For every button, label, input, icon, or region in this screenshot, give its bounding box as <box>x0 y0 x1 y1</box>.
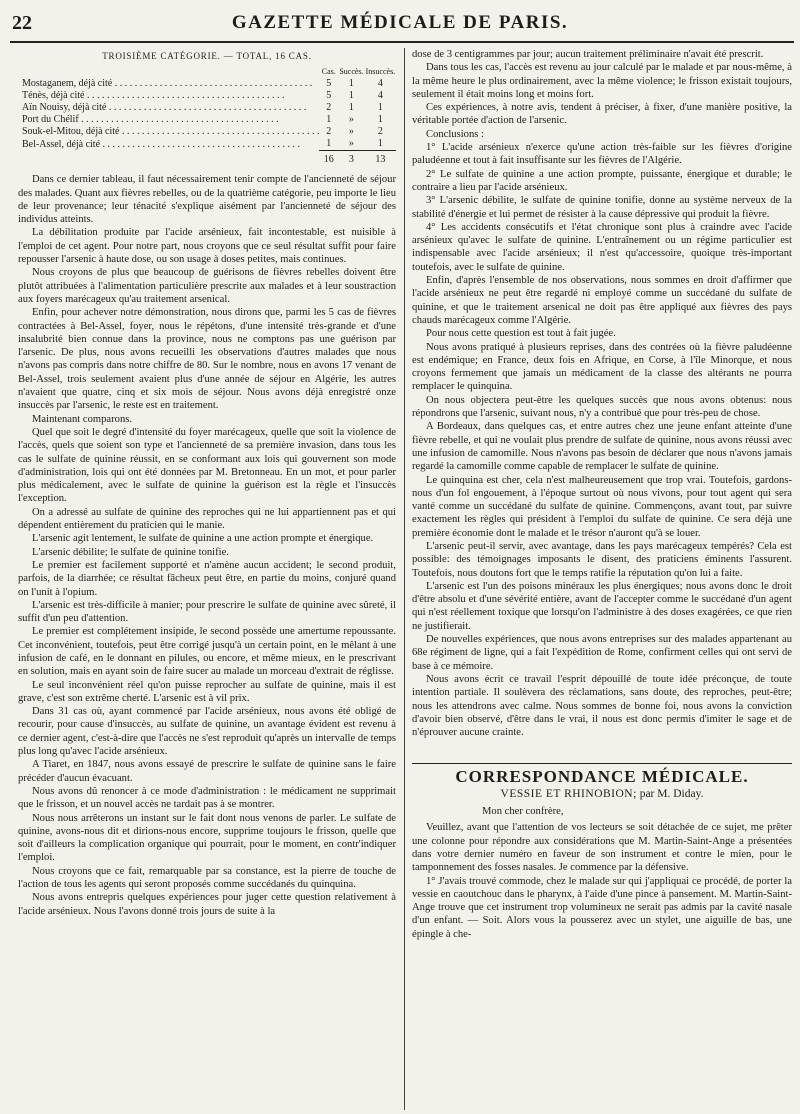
paragraph: Dans ce dernier tableau, il faut nécessairement tenir compte de l'ancienneté de séjour des malades. Quant aux fièvres rebelles, ou de la quatrième catégorie, peu importe le lieu de leur provenance; leur ténacité s'explique aisément par l'ancienneté de séjour des individus atteints. <box>18 174 396 226</box>
page-number: 22 <box>12 12 32 34</box>
table-row <box>22 90 396 102</box>
column-header: Cas. <box>321 67 336 77</box>
paragraph: Ces expériences, à notre avis, tendent à préciser, à fixer, d'une manière positive, la véritable portée d'action de l'arsenic. <box>412 102 792 127</box>
cell-insucces: 4 <box>377 78 383 90</box>
paragraph: L'arsenic est l'un des poisons minéraux les plus énergiques; nous avons donc le droit d'être absolu et d'une sévérité entière, avant de l'accepter comme le succédané d'un agent qui n'est réellement toxique que lorsqu'on l'administre à des doses exagérées, ce que rien ne justifierait. <box>412 580 792 632</box>
paragraph: Pour nous cette question est tout à fait jugée. <box>426 328 616 340</box>
column-header: Succès. <box>339 67 364 77</box>
paragraph: La débilitation produite par l'acide arsénieux, fait incontestable, est nuisible à l'emploi de cet agent. Pour notre part, nous croyons que ce seul résultat suffit pour faire repousser l'arsenic à haute dose, ou son usage à doses petites, mais continues. <box>18 227 396 266</box>
conclusion-item: 3° L'arsenic débilite, le sulfate de quinine tonifie, donne au système nerveux de la stabilité d'énergie et lui permet de résister à la cause dépressive qui produit la fièvre. <box>412 195 792 220</box>
right-column <box>412 48 792 1110</box>
paragraph: On a adressé au sulfate de quinine des reproches qui ne lui appartiennent pas et qui dépendent entièrement du praticien qui le manie. <box>18 506 396 532</box>
table-row <box>22 78 396 90</box>
paragraph: A Tiaret, en 1847, nous avons essayé de prescrire le sulfate de quinine sans le faire précéder d'aucun évacuant. <box>18 759 396 784</box>
paragraph: Le premier est facilement supporté et n'amène aucun accident; le second produit, parfois, de la diarrhée; ce résultat fâcheux peut être, en partie du moins, conjuré quand on l'unit à l'opium. <box>18 559 396 598</box>
paragraph: Enfin, pour achever notre démonstration, nous dirons que, parmi les 5 cas de fièvres contractées à Bel-Assel, foyer, nous le répétons, d'une intensité très-grande et d'une insalubrité bien connue dans la province, nous ne comptons pas une guérison par l'arsenic. De plus, nous avons recueilli les observations d'autres malades que nous n'avons pas compris dans notre chiffre de 80. Sur le nombre, nous en avons 17 venant de Bel-Assel, trois seulement avaient plus d'une année de séjour en Algérie, les autres n'avaient que quatre, cinq et six mois de séjour. Nous avons déjà enregistré onze insuccès par l'arsenic, le reste est en traitement. <box>18 307 396 412</box>
paragraph: Nous avons pratiqué à plusieurs reprises, dans des contrées où la fièvre paludéenne est endémique; en France, deux fois en Afrique, en Corse, à l'île Minorque, et nous croyons fermement que jamais un médicament de la classe des altérants ne pourra remplacer le quinquina. <box>412 341 792 393</box>
paragraph: L'arsenic agit lentement, le sulfate de quinine a une action prompte et énergique. <box>32 533 374 545</box>
total-cas: 16 <box>319 151 338 167</box>
cell-insucces: 1 <box>377 138 383 150</box>
correspondance-subject: VESSIE ET RHINOBION; <box>500 787 637 800</box>
cell-cas: 1 <box>326 114 332 126</box>
row-label: Ténès, déjà cité . . . . . . . . . . . . . . . . . . . . . . . . . . . . . . . . . . . . . . . . <box>22 90 285 102</box>
cell-cas: 2 <box>326 102 332 114</box>
correspondance-heading: CORRESPONDANCE MÉDICALE. <box>412 763 792 783</box>
correspondance-author: par M. Diday. <box>639 787 704 800</box>
column-header: Insuccès. <box>365 67 396 77</box>
cell-cas: 5 <box>326 90 332 102</box>
cell-succes: 1 <box>348 102 354 114</box>
row-label: Mostaganem, déjà cité . . . . . . . . . . . . . . . . . . . . . . . . . . . . . . . . . . . . . . . . <box>22 78 313 90</box>
paragraph: Nous croyons de plus que beaucoup de guérisons de fièvres rebelles doivent être plutôt attribuées à l'alimentation particulière prescrite aux malades et à leur soustraction aux foyers marécageux qu'au traitement arsenical. <box>18 267 396 305</box>
left-column <box>18 48 396 1110</box>
cell-insucces: 1 <box>377 114 383 126</box>
header-rule <box>10 41 794 43</box>
total-insucces: 13 <box>365 151 396 167</box>
paragraph: Nous avons écrit ce travail l'esprit dépouillé de toute idée préconçue, de toute intention partiale. Il soulèvera des réclamations, sans doute, des reproches, peut-être; nous les attendrons avec calme. Nous sommes de bonne foi, nous avons la conviction d'avoir bien observé, d'être dans le vrai, il nous est donc permis d'imiter le sage et de n'éprouver aucune crainte. <box>412 673 792 739</box>
paragraph: On nous objectera peut-être les quelques succès que nous avons obtenus: nous répondrons que l'arsenic, suivant nous, n'y a contribué que pour très-peu de chose. <box>412 394 792 420</box>
cell-insucces: 4 <box>377 90 383 102</box>
page-header <box>0 0 800 42</box>
paragraph: 1° J'avais trouvé commode, chez le malade sur qui j'appliquai ce procédé, de porter la vessie en caoutchouc dans le pharynx, à l'aide d'une pince à pansement. M. Martin-Saint-Ange trouve que cet instrument trop volumineux ne serait pas admis par la cavité nasale d'un enfant. — Soit. Alors vous la pousserez avec un stylet, une aiguille de bas, une épingle à che- <box>412 875 792 940</box>
stats-table <box>22 66 396 166</box>
paragraph: Le quinquina est cher, cela n'est malheureusement que trop vrai. Toutefois, gardons-nous d'un fol engouement, à l'époque surtout où nous vivons, pour tout agent qui sera vanté comme un succédané du sulfate de quinine. Commençons, avant tout, par suivre exactement les règles qui président à l'emploi du sulfate de quinine. Ce sera déjà une première économie dont le malade et le trésor n'auront qu'à se louer. <box>412 474 792 539</box>
paragraph: Nous croyons que ce fait, remarquable par sa constance, est la pierre de touche de l'action de tous les agents qui seront proposés comme succédanés du quinquina. <box>18 865 396 891</box>
row-label: Bel-Assel, déjà cité . . . . . . . . . . . . . . . . . . . . . . . . . . . . . . . . . . . . . . . . <box>22 138 301 150</box>
cell-cas: 2 <box>326 126 332 138</box>
table-header-row <box>22 66 396 78</box>
cell-insucces: 1 <box>377 102 383 114</box>
paragraph: Le seul inconvénient réel qu'on puisse reprocher au sulfate de quinine, mais il est grave, c'est son extrême cherté. L'arsenic est à vil prix. <box>18 679 396 704</box>
paragraph: A Bordeaux, dans quelques cas, et entre autres chez une jeune enfant atteinte d'une fièvre rebelle, et qui ne voulait plus prendre de sulfate de quinine, nous avons réussi avec une infusion de camomille. Nous n'avons pas besoin de déclarer que nous n'avons jamais regardé la camomille comme capable de remplacer le sulfate de quinine. <box>412 421 792 473</box>
paragraph: L'arsenic peut-il servir, avec avantage, dans les pays marécageux tempérés? Cela est possible: des témoignages imposants le disent, des praticiens éminents l'assurent. Toutefois, nous doutons fort que le temps ratifie la réputation qu'on lui a faite. <box>412 540 792 579</box>
conclusion-item: 1° L'acide arsénieux n'exerce qu'une action très-faible sur les fièvres d'origine paludéenne et tout à fait insuffisante sur les fièvres de l'Algérie. <box>412 142 792 167</box>
cell-cas: 1 <box>326 138 332 150</box>
column-separator <box>404 48 405 1110</box>
conclusion-item: 2° Le sulfate de quinine a une action prompte, puissante, énergique et durable; le contraire a lieu par l'acide arsénieux. <box>412 168 792 193</box>
paragraph: Dans tous les cas, l'accès est revenu au jour calculé par le malade et par nous-même, à la même heure le plus ordinairement, avec la même violence; le frisson existait toujours, seulement il était moins long et moins fort. <box>412 62 792 100</box>
cell-succes: » <box>348 126 354 138</box>
paragraph: Quel que soit le degré d'intensité du foyer marécageux, quelle que soit la violence de l'accès, quels que soient son type et l'ancienneté de sa première invasion, dans tous les cas le sulfate de quinine réussit, en se conformant aux lois qui gouvernent son mode d'administration, lois qui ont été données par M. Bretonneau. En un mot, et pour parler plus médicalement, avec le sulfate de quinine la guérison est la règle et l'insuccès l'exception. <box>18 426 396 505</box>
salutation: Mon cher confrère, <box>482 806 564 818</box>
cell-succes: 1 <box>348 90 354 102</box>
paragraph: Nous avons entrepris quelques expériences pour juger cette question relativement à l'acide arsénieux. Nous l'avons donné trois jours de suite à la <box>18 892 396 917</box>
paragraph: Nous nous arrêterons un instant sur le fait dont nous venons de parler. Le sulfate de quinine, avons-nous dit et dirions-nous encore, supprime toujours le frisson, quelle que soit d'ailleurs la complication organique qui pourrait, pour le moment, en contr'indiquer l'emploi. <box>18 812 396 864</box>
cell-succes: » <box>348 138 354 150</box>
cell-insucces: 2 <box>377 126 383 138</box>
paragraph: Nous avons dû renoncer à ce mode d'administration : le médicament ne supprimait que le frisson, et un nouvel accès ne tardait pas à se montrer. <box>18 785 396 811</box>
paragraph: Veuillez, avant que l'attention de vos lecteurs se soit détachée de ce sujet, me prêter une colonne pour répondre aux considérations que M. Martin-Saint-Ange a présentées dans votre dernier numéro en faveur de son instrument et contre le mien, pour le tamponnement des fosses nasales. Je commence par la défensive. <box>412 822 792 874</box>
paragraph: Dans 31 cas où, ayant commencé par l'acide arsénieux, nous avons été obligé de recourir, pour cause d'insuccès, au sulfate de quinine, un avantage évident est revenu à ce dernier agent, c'est-à-dire que l'accès ne s'est reproduit qu'après un intervalle de temps plus long qu'avec l'acide arsénieux. <box>18 706 396 758</box>
table-row <box>22 126 396 138</box>
cell-cas: 5 <box>326 78 332 90</box>
paragraph: L'arsenic débilite; le sulfate de quinine tonifie. <box>32 546 229 558</box>
correspondance-subtitle <box>412 788 792 801</box>
table-caption: TROISIÈME CATÉGORIE. — TOTAL, 16 CAS. <box>102 51 312 61</box>
table-row <box>22 138 396 151</box>
conclusions-label: Conclusions : <box>426 128 484 140</box>
paragraph: L'arsenic est très-difficile à manier; pour prescrire le sulfate de quinine avec sûreté, il suffit d'un peu d'attention. <box>18 599 396 625</box>
row-label: Aïn Nouisy, déjà cité . . . . . . . . . . . . . . . . . . . . . . . . . . . . . . . . . . . . . . . . <box>22 102 307 114</box>
row-label: Port du Chélif . . . . . . . . . . . . . . . . . . . . . . . . . . . . . . . . . . . . . . . . <box>22 114 279 126</box>
paragraph: De nouvelles expériences, que nous avons entreprises sur des malades appartenant au 68e régiment de ligne, qui a fait l'expédition de Rome, confirment celles qui ont servi de base à ce mémoire. <box>412 634 792 672</box>
total-succes: 3 <box>338 151 365 167</box>
table-row <box>22 114 396 126</box>
paragraph: Maintenant comparons. <box>32 413 133 425</box>
table-row <box>22 102 396 114</box>
paragraph: Enfin, d'après l'ensemble de nos observations, nous sommes en droit d'affirmer que l'acide arsénieux ne peut être regardé ni employé comme un succédané du sulfate de quinine, et que le traitement arsenical ne doit pas être appliqué aux fièvres des pays chauds marécageux comme l'Algérie. <box>412 275 792 326</box>
table-total-row <box>22 151 396 167</box>
cell-succes: 1 <box>348 78 354 90</box>
page-title: GAZETTE MÉDICALE DE PARIS. <box>231 12 569 33</box>
paragraph: Le premier est complétement insipide, le second possède une amertume repoussante. Cet inconvénient, toutefois, peut être corrigé jusqu'à un certain point, en le mêlant à une infusion de café, en le donnant en pilules, ou encore, et même mieux, en le prescrivant en solution, mais en ayant soin de faire sucer au malade un morceau d'extrait de réglisse. <box>18 626 396 678</box>
row-label: Souk-el-Mitou, déjà cité . . . . . . . . . . . . . . . . . . . . . . . . . . . . . . . . . . . . . . . . <box>22 126 320 138</box>
cell-succes: » <box>348 114 354 126</box>
conclusion-item: 4° Les accidents consécutifs et l'état chronique sont plus à craindre avec l'acide arsénieux qu'avec le sulfate de quinine. L'entraînement ou un régime particulier est indispensable avec l'acide arsénieux; il n'est qu'accessoire, quoique très-important toutefois, avec le sulfate de quinine. <box>412 221 792 273</box>
continued-paragraph: dose de 3 centigrammes par jour; aucun traitement préliminaire n'avait été prescrit. <box>412 49 764 60</box>
